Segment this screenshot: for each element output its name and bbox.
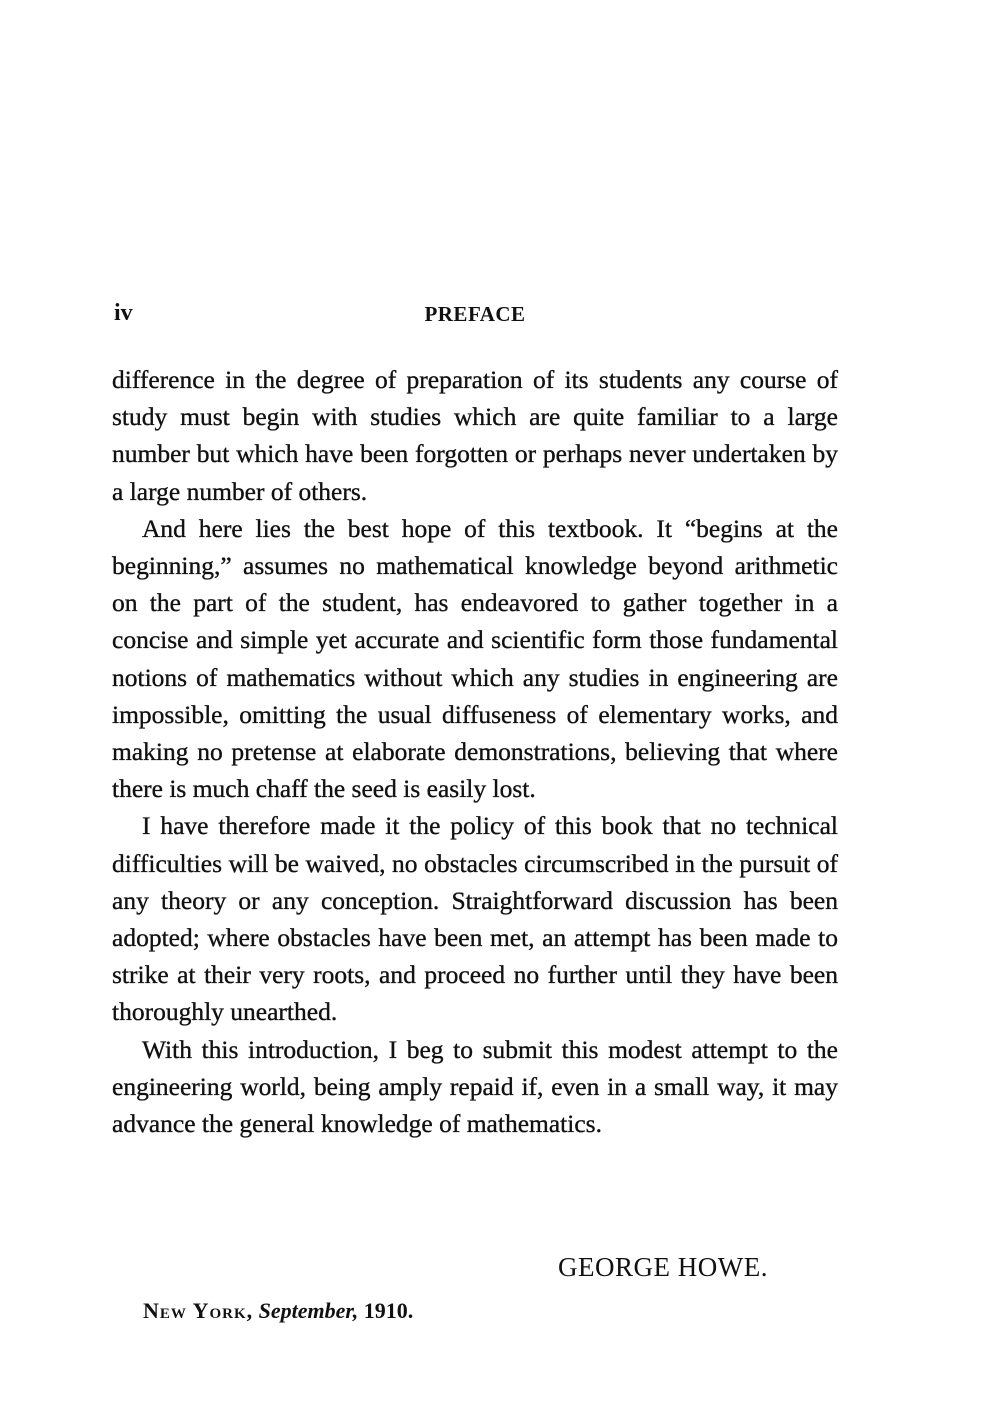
paragraph: With this introduction, I beg to submit this modest attempt to the engineering world, being amply repaid if, even in a small way, it may advance the general knowledge of mathematics.	[112, 1034, 838, 1139]
paragraph-continued: difference in the degree of preparation of its students any course of study must begin with studies which are quite familiar to a large number but which have been forgotten or perhaps never undertaken by a large number of others.	[112, 365, 838, 506]
dateline-place: New York,	[143, 1298, 254, 1323]
running-head	[112, 300, 838, 334]
dateline-year: 1910.	[363, 1298, 414, 1323]
page-title: PREFACE	[424, 302, 526, 326]
page-number: iv	[114, 300, 133, 326]
paragraph: I have therefore made it the policy of this book that no technical difficulties will be waived, no obstacles circumscribed in the pursuit of any theory or any conception. Straightforward discussion has been adopted; where obstacles have been met, an attempt has been made to strike at their very roots, and proceed no further until they have been thoroughly unearthed.	[112, 811, 838, 1027]
dateline	[143, 1298, 413, 1324]
preface-body	[112, 361, 838, 1142]
author-signature: GEORGE HOWE.	[558, 1252, 768, 1282]
paragraph: And here lies the best hope of this textbook. It “begins at the beginning,” assumes no mathematical knowledge beyond arithmetic on the part of the student, has endeavored to gather together in a concise and simple yet accurate and scientific form those fundamental notions of mathematics without which any studies in engineering are impossible, omitting the usual diffuseness of elementary works, and making no pretense at elaborate demonstrations, believing that where there is much chaff the seed is easily lost.	[112, 513, 838, 804]
dateline-month: September,	[258, 1298, 359, 1323]
